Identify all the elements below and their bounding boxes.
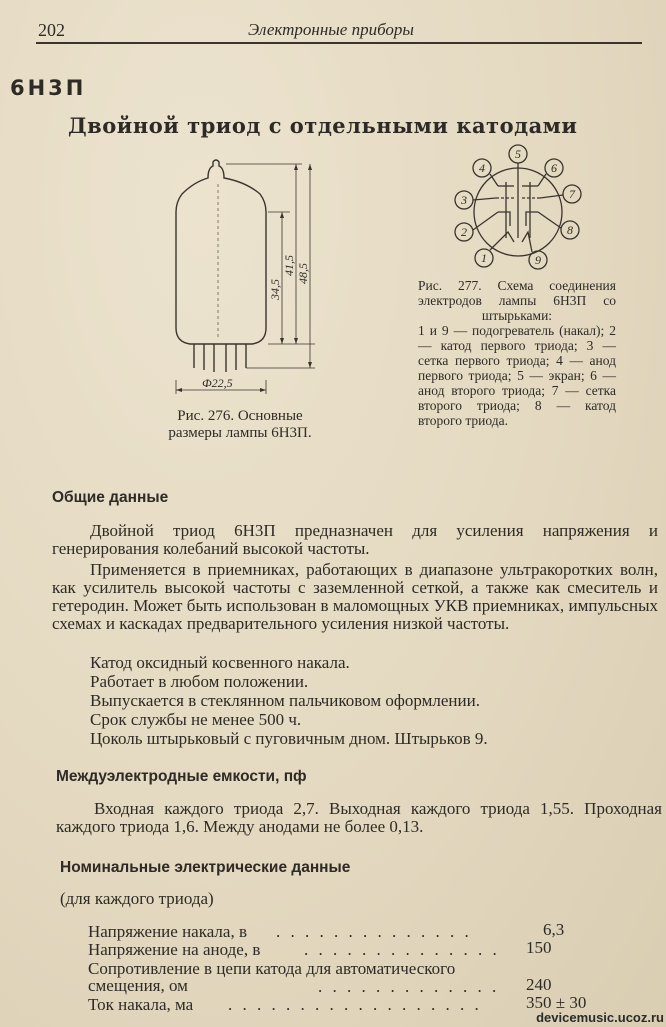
section-general-heading: Общие данные bbox=[52, 489, 169, 506]
electrical-subheading: (для каждого триода) bbox=[60, 889, 214, 908]
electrical-row-value: 6,3 bbox=[543, 920, 565, 939]
general-line-2: Работает в любом положении. bbox=[90, 672, 309, 691]
leader-dots: . . . . . . . . . . . . . bbox=[318, 977, 500, 996]
pin-6-label: 6 bbox=[551, 161, 557, 175]
electrical-row-label-text: Сопротивление в цепи катода для автоматического смещения, ом bbox=[88, 959, 456, 995]
pin-4-label: 4 bbox=[479, 161, 485, 175]
page-title: Двойной триод с отдельными катодами bbox=[68, 113, 578, 138]
tube-dimensions-drawing bbox=[150, 150, 330, 400]
dim-height-3-label: 48,5 bbox=[296, 263, 310, 284]
general-line-4: Срок службы не менее 500 ч. bbox=[90, 710, 302, 729]
capacitance-text bbox=[56, 800, 662, 836]
figure-276-caption: Рис. 276. Основные размеры лампы 6Н3П. bbox=[168, 408, 312, 441]
general-line-1: Катод оксидный косвенного накала. bbox=[90, 653, 350, 672]
pin-connection-diagram bbox=[448, 142, 588, 274]
pin-8-label: 8 bbox=[567, 223, 573, 237]
dim-height-1-label: 34,5 bbox=[268, 279, 282, 300]
tube-outline bbox=[176, 160, 266, 344]
watermark: devicemusic.ucoz.ru bbox=[536, 1010, 664, 1025]
page-number: 202 bbox=[38, 20, 65, 40]
general-paragraph-1: Двойной триод 6Н3П предназначен для усиления напряжения и генерирования колебаний высокой частоты. bbox=[52, 521, 658, 558]
general-line-3: Выпускается в стеклянном пальчиковом оформлении. bbox=[90, 691, 480, 710]
pin-5-label: 5 bbox=[515, 147, 521, 161]
header-rule bbox=[36, 42, 642, 44]
running-title: Электронные приборы bbox=[248, 20, 414, 39]
pin-3-label: 3 bbox=[461, 193, 467, 207]
general-text-block bbox=[52, 522, 658, 633]
general-paragraph-2: Применяется в приемниках, работающих в диапазоне ультракоротких волн, как усилитель высокой частоты с заземленной сеткой, а также как смеситель и гетеродин. Может быть использован в маломощных УКВ приемниках, импульсных схемах и каскадах предварительного усиления низкой частоты. bbox=[52, 560, 658, 633]
pin-1-label: 1 bbox=[481, 251, 487, 265]
dim-height-2-label: 41,5 bbox=[282, 255, 296, 276]
electrical-row-label: Напряжение на аноде, в bbox=[88, 940, 261, 959]
section-capacitance-heading: Междуэлектродные емкости, пф bbox=[56, 768, 307, 785]
leader-dots: . . . . . . . . . . . . . . bbox=[276, 922, 472, 941]
figure-277-caption-head: Рис. 277. Схема соединения электродов лампы 6Н3П со штырьками: bbox=[418, 278, 616, 323]
general-line-5: Цоколь штырьковый с пуговичным дном. Штырьков 9. bbox=[90, 729, 488, 748]
dim-width-label: Ф22,5 bbox=[202, 376, 233, 390]
figure-277-caption-body: 1 и 9 — подогреватель (накал); 2 — катод первого триода; 3 — сетка первого триода; 4 — анод первого триода; 5 — экран; 6 — анод второго триода; 7 — сетка второго триода; 8 — катод второго триода. bbox=[418, 323, 616, 428]
electrical-row-value: 240 bbox=[526, 975, 552, 994]
electrical-row-value: 150 bbox=[526, 938, 552, 957]
leader-dots: . . . . . . . . . . . . . . . . . . bbox=[228, 995, 482, 1014]
tube-code: 6Н3П bbox=[10, 76, 87, 100]
leader-dots: . . . . . . . . . . . . . . bbox=[304, 940, 500, 959]
pin-9-label: 9 bbox=[535, 253, 541, 267]
pin-7-label: 7 bbox=[569, 187, 575, 201]
pin-2-label: 2 bbox=[461, 225, 467, 239]
capacitance-paragraph: Входная каждого триода 2,7. Выходная каждого триода 1,55. Проходная каждого триода 1,6. Между анодами не более 0,13. bbox=[56, 799, 662, 836]
electrical-row-value: 350 ± 30 bbox=[526, 993, 587, 1012]
electrical-row-label: Напряжение накала, в bbox=[88, 922, 247, 941]
section-electrical-heading: Номинальные электрические данные bbox=[60, 859, 351, 876]
electrical-row-label: Ток накала, ма bbox=[88, 995, 194, 1014]
